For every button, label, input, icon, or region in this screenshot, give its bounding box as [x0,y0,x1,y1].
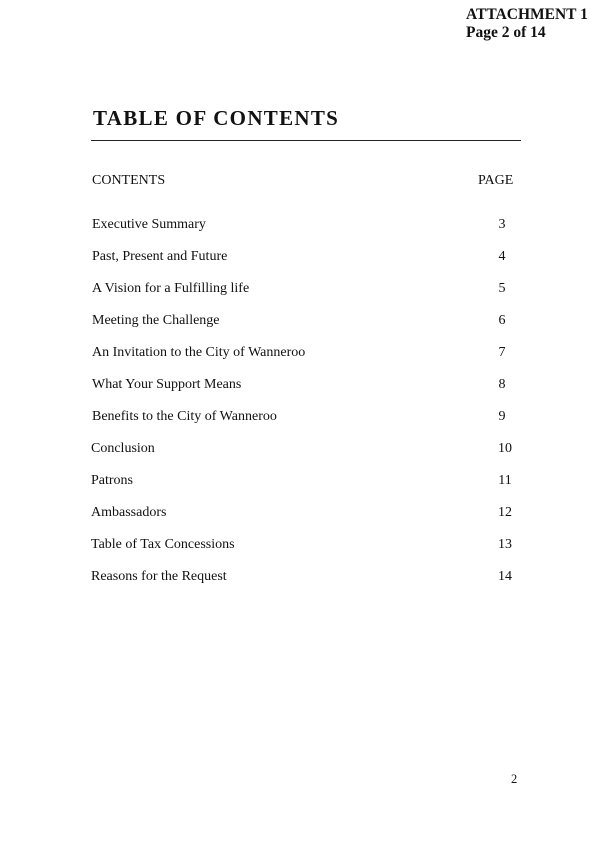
toc-entry-title: Conclusion [91,441,155,456]
page-column-header: PAGE [478,173,514,188]
toc-entry-page: 9 [498,409,506,424]
toc-entry-page: 6 [498,313,506,328]
toc-entry-title: Reasons for the Request [91,569,227,584]
toc-entry [0,376,609,394]
toc-entry [0,216,609,234]
toc-entry-page: 7 [498,345,506,360]
toc-entry [0,344,609,362]
toc-entry-page: 8 [498,377,506,392]
toc-entry-title: An Invitation to the City of Wanneroo [92,345,306,360]
toc-entry [0,504,609,522]
toc-entry-title: Executive Summary [92,217,206,232]
toc-entry-page: 13 [498,537,512,552]
toc-entry-page: 4 [498,249,506,264]
toc-entry [0,472,609,490]
toc-entry-page: 3 [498,217,506,232]
toc-entry-title: Benefits to the City of Wanneroo [92,409,277,424]
toc-entry-title: What Your Support Means [92,377,242,392]
toc-entry-title: Patrons [91,473,133,488]
contents-column-header: CONTENTS [92,173,166,188]
toc-entry-page: 5 [498,281,506,296]
toc-entry-title: Table of Tax Concessions [91,537,235,552]
toc-entry-page: 11 [498,473,512,488]
toc-entry-title: Ambassadors [91,505,167,520]
toc-entry [0,248,609,266]
attachment-label: ATTACHMENT 1 [466,6,588,23]
toc-entry [0,536,609,554]
toc-entry [0,280,609,298]
toc-entry-page: 10 [498,441,512,456]
toc-entry-page: 12 [498,505,512,520]
toc-entry [0,440,609,458]
page-title: TABLE OF CONTENTS [93,106,340,130]
toc-entry [0,568,609,586]
toc-entry-title: Meeting the Challenge [92,313,220,328]
toc-entry-title: A Vision for a Fulfilling life [92,281,250,296]
toc-entry-page: 14 [498,569,512,584]
page-of-label: Page 2 of 14 [466,24,546,41]
toc-entry-title: Past, Present and Future [92,249,228,264]
toc-entry [0,312,609,330]
toc-entry [0,408,609,426]
footer-page-number: 2 [511,772,518,786]
